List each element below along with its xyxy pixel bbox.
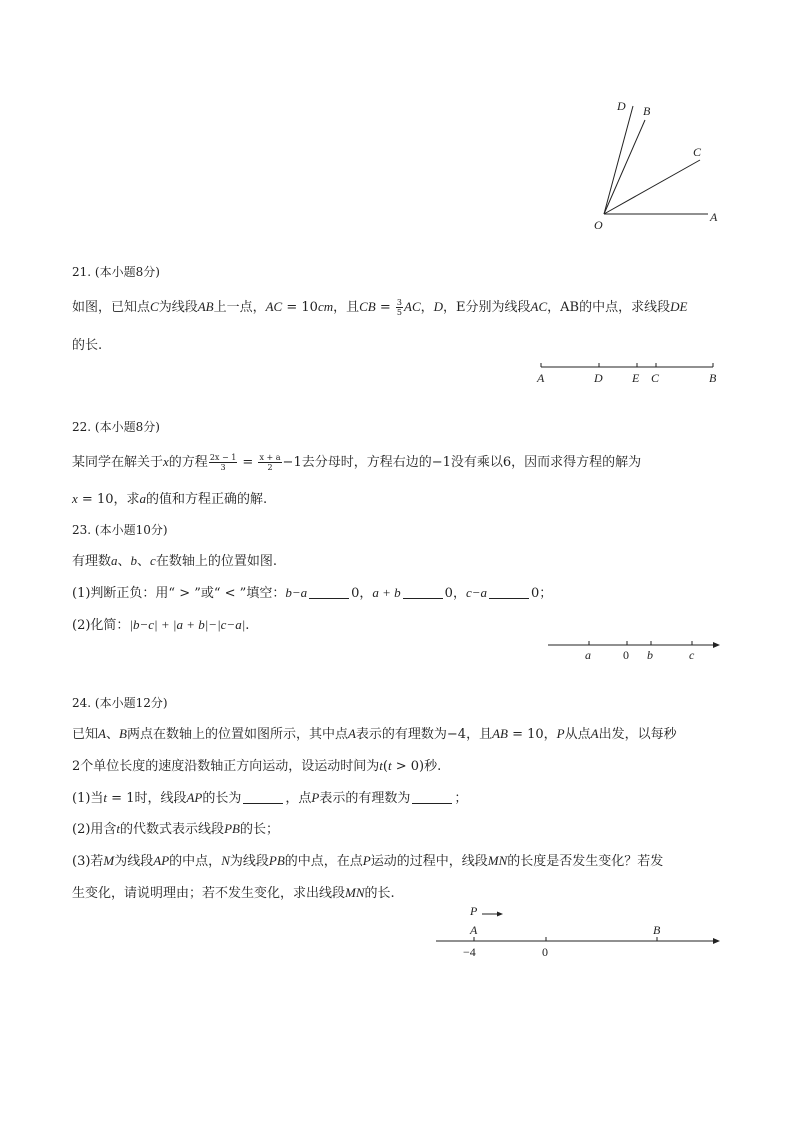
q21-segment-figure: [0, 355, 794, 395]
q22-header: 22. (本小题8分): [72, 420, 160, 434]
var: A: [590, 726, 599, 741]
label-0: 0: [542, 945, 548, 959]
q21-header: 21. (本小题8分): [72, 265, 160, 279]
fraction: [258, 453, 281, 472]
text: 的方程: [168, 455, 208, 470]
denominator: 5: [396, 308, 403, 317]
text: 出发，以每秒: [598, 727, 677, 742]
text: ，E分别为线段: [443, 300, 531, 315]
var: t: [103, 790, 108, 805]
var: MN: [487, 853, 508, 868]
text: .: [245, 618, 250, 633]
text: −1去分母时，方程右边的−1没有乘以6，因而求得方程的解为: [282, 455, 642, 470]
answer-blank[interactable]: [403, 586, 443, 599]
text: 0，: [351, 586, 373, 601]
label-a: A: [710, 210, 718, 224]
var: CB: [359, 299, 376, 314]
q21-text-line2: 的长.: [72, 338, 103, 353]
label-d: D: [594, 371, 603, 385]
p-direction-arrow-head: [497, 912, 503, 917]
text: 的中点，: [169, 854, 222, 869]
ray-oc: [604, 160, 700, 214]
q23-text-line1: [72, 552, 277, 571]
label-b: b: [647, 648, 653, 662]
axis-arrow: [713, 938, 720, 944]
var: N: [221, 853, 230, 868]
q24-header: 24. (本小题12分): [72, 696, 168, 710]
text: (3)若: [72, 854, 104, 869]
text: = 1时，线段: [107, 791, 187, 806]
text: 的长；: [239, 822, 279, 837]
q23-header: 23. (本小题10分): [72, 523, 168, 537]
q24-text-line2: [72, 757, 441, 776]
var: P: [311, 790, 320, 805]
text: 为线段: [114, 854, 154, 869]
answer-blank[interactable]: [243, 791, 283, 804]
ray-ob: [604, 120, 645, 214]
var: c: [150, 553, 156, 568]
q21-text-line1: [72, 298, 687, 317]
answer-blank[interactable]: [412, 791, 452, 804]
label-b: B: [653, 923, 661, 937]
var: P: [556, 726, 565, 741]
text: ，AB的中点，求线段: [547, 300, 671, 315]
label-c: C: [693, 145, 702, 159]
text: 从点: [564, 727, 591, 742]
text: 如图，已知点: [72, 300, 151, 315]
label-b: B: [709, 371, 717, 385]
text: 0；: [531, 586, 553, 601]
q24-number-line: [0, 900, 794, 965]
label-p: P: [470, 904, 478, 918]
text: (2)用含: [72, 822, 117, 837]
denominator: 2: [267, 463, 273, 472]
text: 表示的有理数为−4，且: [355, 727, 493, 742]
ray-od: [604, 106, 633, 214]
answer-blank[interactable]: [489, 586, 529, 599]
text: =: [375, 300, 395, 315]
text: =: [238, 455, 258, 470]
q24-text-line1: [72, 725, 677, 744]
label-e: E: [632, 371, 640, 385]
text: ，: [420, 300, 434, 315]
text: 的长.: [364, 886, 395, 901]
var: PB: [268, 853, 285, 868]
q22-text-line1: [72, 453, 641, 472]
label-a: A: [537, 371, 545, 385]
text: (2)化简：: [72, 618, 130, 633]
text: 、: [137, 554, 151, 569]
text: (1)当: [72, 791, 104, 806]
text: (: [382, 759, 388, 774]
text: (1)判断正负：用“ > ”或“ < ”填空：: [72, 586, 286, 601]
text: 的长为: [202, 791, 242, 806]
axis-arrow: [713, 642, 720, 648]
numerator: 2x − 1: [209, 453, 237, 462]
q24-part1: [72, 789, 467, 808]
text: 已知: [72, 727, 99, 742]
text: 上一点，: [213, 300, 266, 315]
angle-figure: [0, 0, 794, 260]
var: AB: [492, 726, 508, 741]
var: D: [433, 299, 444, 314]
text: 的中点，在点: [284, 854, 363, 869]
answer-blank[interactable]: [309, 586, 349, 599]
label-o: O: [594, 218, 603, 232]
var: b: [130, 553, 138, 568]
text: ，点: [285, 791, 312, 806]
text: = 10，: [507, 727, 557, 742]
label-b: B: [643, 104, 651, 118]
var: P: [362, 853, 371, 868]
var: M: [103, 853, 115, 868]
var: A: [347, 726, 356, 741]
var: AB: [197, 299, 214, 314]
label-c: c: [689, 648, 695, 662]
expr: a + b: [372, 585, 401, 600]
fraction: [396, 298, 403, 317]
text: 有理数: [72, 554, 112, 569]
text: 的代数式表示线段: [120, 822, 225, 837]
numerator: 3: [396, 298, 403, 307]
label-a: A: [470, 923, 478, 937]
text: 0，: [444, 586, 466, 601]
var: B: [118, 726, 127, 741]
var: MN: [345, 885, 365, 900]
fraction: [209, 453, 237, 472]
var: t: [387, 758, 392, 773]
numerator: x + a: [259, 453, 281, 462]
var: C: [150, 299, 159, 314]
var: x: [72, 491, 78, 506]
text: 在数轴上的位置如图.: [155, 554, 277, 569]
var: AP: [153, 853, 170, 868]
text: > 0)秒.: [391, 759, 442, 774]
text: 两点在数轴上的位置如图所示，其中点: [126, 727, 348, 742]
var: a: [139, 491, 146, 506]
var: AP: [186, 790, 203, 805]
var: A: [98, 726, 106, 741]
var: cm: [317, 299, 334, 314]
q24-part2: [72, 820, 279, 839]
q23-part1: [72, 584, 552, 603]
var: a: [111, 553, 118, 568]
q22-text-line2: [72, 490, 267, 509]
label-c: C: [651, 371, 660, 385]
var: t: [379, 758, 383, 773]
text: 表示的有理数为: [319, 791, 411, 806]
q24-part3: [72, 852, 663, 871]
text: 2个单位长度的速度沿数轴正方向运动，设运动时间为: [72, 759, 380, 774]
var: AC: [530, 299, 548, 314]
label-minus-4: −4: [463, 945, 476, 959]
text: 、: [117, 554, 131, 569]
var: PB: [224, 821, 240, 836]
text: ，且: [333, 300, 360, 315]
expr: c−a: [465, 585, 487, 600]
label-a: a: [585, 648, 591, 662]
text: 某同学在解关于: [72, 455, 164, 470]
text: 为线段: [158, 300, 198, 315]
denominator: 3: [220, 463, 226, 472]
var: x: [163, 454, 169, 469]
var: AC: [404, 299, 421, 314]
var: t: [116, 821, 121, 836]
text: 、: [105, 727, 119, 742]
label-d: D: [617, 99, 626, 113]
text: 的值和方程正确的解.: [145, 492, 268, 507]
expr: |b−c| + |a + b|−|c−a|: [129, 617, 246, 632]
text: ；: [454, 791, 468, 806]
text: = 10，求: [77, 492, 140, 507]
text: 的长度是否发生变化？若发: [507, 854, 664, 869]
expr: b−a: [285, 585, 308, 600]
var: DE: [670, 299, 688, 314]
q23-number-line: [0, 630, 794, 670]
text: 运动的过程中，线段: [370, 854, 488, 869]
text: 为线段: [229, 854, 269, 869]
text: = 10: [282, 300, 318, 315]
var: AC: [265, 299, 283, 314]
text: 生变化，请说明理由；若不发生变化，求出线段: [72, 886, 346, 901]
label-0: 0: [623, 648, 629, 662]
